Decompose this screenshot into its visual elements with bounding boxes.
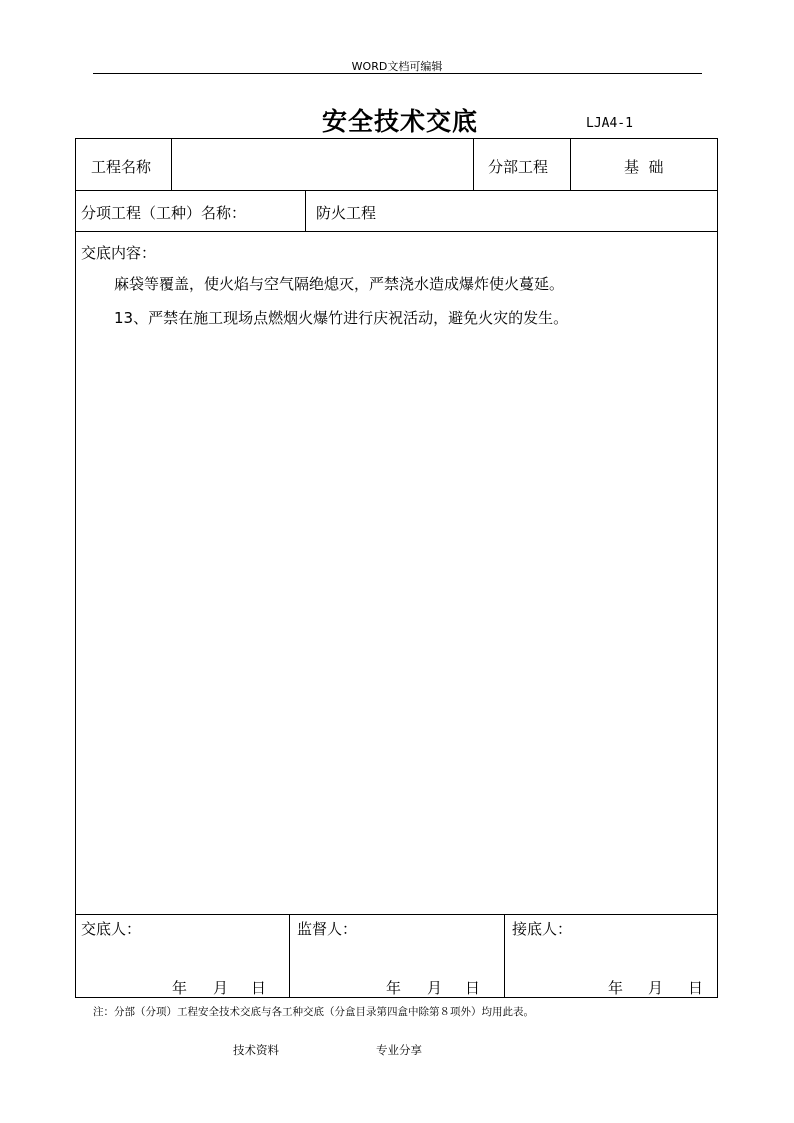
division-label: 分部工程 (488, 158, 549, 176)
row-divider-1 (76, 190, 717, 191)
col-divider-sig-2 (504, 914, 505, 998)
content-label: 交底内容： (81, 244, 157, 262)
col-divider-sig-1 (289, 914, 290, 998)
supervisor-date-year: 年 (386, 979, 402, 997)
page-header: WORD文档可编辑 (351, 60, 443, 73)
supervisor-label: 监督人： (297, 920, 358, 938)
handover-date-month: 月 (213, 979, 229, 997)
col-divider-r1-2 (473, 139, 474, 190)
handover-person-label: 交底人： (81, 920, 142, 938)
subitem-value: 防火工程 (316, 204, 377, 222)
form-code: LJA4-1 (586, 116, 633, 131)
footer-right-text: 专业分享 (376, 1043, 422, 1057)
supervisor-date-month: 月 (427, 979, 443, 997)
receiver-label: 接底人： (512, 920, 573, 938)
col-divider-r2-1 (305, 190, 306, 231)
content-line: 13、严禁在施工现场点燃烟火爆竹进行庆祝活动，避免火灾的发生。 (114, 309, 569, 327)
supervisor-date-day: 日 (465, 979, 481, 997)
division-value: 基 础 (624, 158, 664, 176)
receiver-date-month: 月 (648, 979, 664, 997)
handover-date-year: 年 (172, 979, 188, 997)
content-line: 麻袋等覆盖，使火焰与空气隔绝熄灭，严禁浇水造成爆炸使火蔓延。 (114, 275, 565, 293)
receiver-date-year: 年 (608, 979, 624, 997)
col-divider-r1-1 (171, 139, 172, 190)
col-divider-r1-3 (570, 139, 571, 190)
handover-date-day: 日 (251, 979, 267, 997)
table-footnote: 注：分部（分项）工程安全技术交底与各工种交底（分盒目录第四盒中除第８项外）均用此表。 (93, 1006, 534, 1018)
header-divider (93, 73, 702, 74)
subitem-label: 分项工程（工种）名称： (81, 204, 247, 222)
project-name-label: 工程名称 (91, 158, 152, 176)
footer-left-text: 技术资料 (233, 1043, 279, 1057)
row-divider-2 (76, 231, 717, 232)
document-title: 安全技术交底 (321, 107, 478, 136)
row-divider-3 (76, 914, 717, 915)
receiver-date-day: 日 (688, 979, 704, 997)
form-table (75, 138, 718, 998)
